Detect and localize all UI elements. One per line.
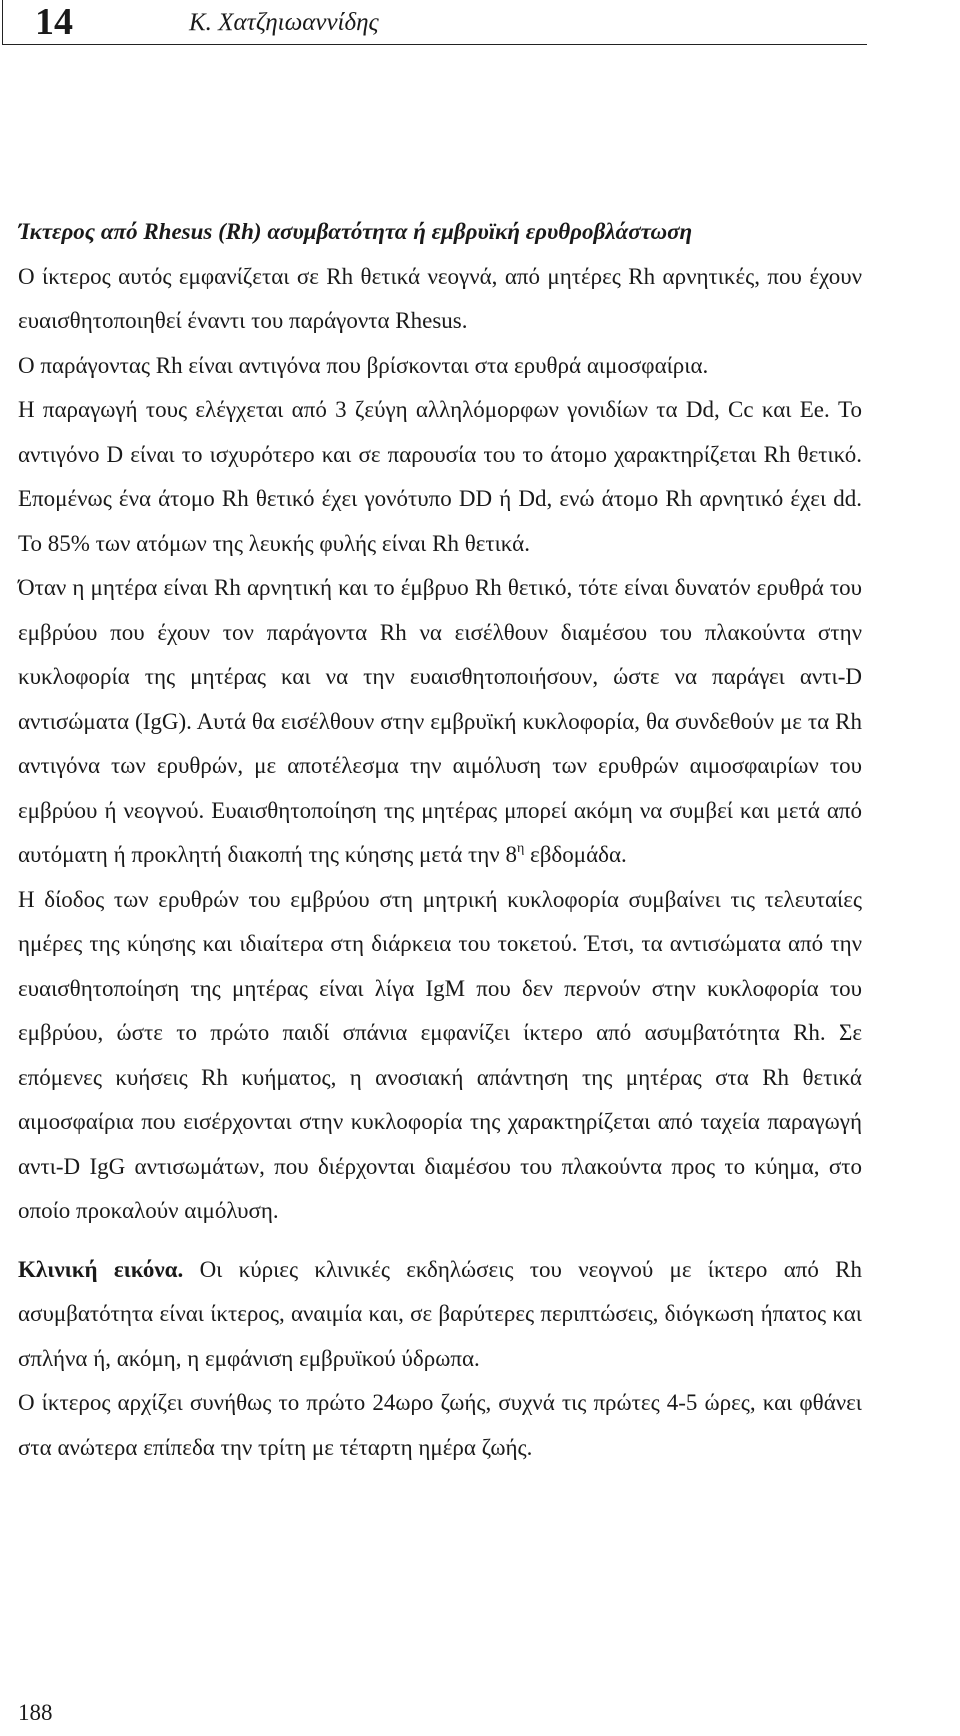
footer-page-number: 188 <box>18 1700 53 1725</box>
section-title: Ίκτερος από Rhesus (Rh) ασυμβατότητα ή εμβρυϊκή ερυθροβλάστωση <box>18 219 693 244</box>
paragraph-onset: Ο ίκτερος αρχίζει συνήθως το πρώτο 24ωρο ζωής, συχνά τις πρώτες 4-5 ώρες, και φθάνει στα ανώτερα επίπεδα την τρίτη με τέταρτη ημέρα ζωής. <box>18 1390 862 1460</box>
document-body <box>18 210 862 1470</box>
paragraph-sensitization-text: Όταν η μητέρα είναι Rh αρνητική και το έμβρυο Rh θετικό, τότε είναι δυνατόν ερυθρά του εμβρύου που έχουν τον παράγοντα Rh να εισέλθουν διαμέσου του πλακούντα στην κυκλοφορία της μητέρας και να την ευαισθητοποιήσουν, ώστε να παράγει αντι-D αντισώματα (IgG). Αυτά θα εισέλθουν στην εμβρυϊκή κυκλοφορία, θα συνδεθούν με τα Rh αντιγόνα των ερυθρών, με αποτέλεσμα την αιμόλυση των ερυθρών αιμοσφαιρίων του εμβρύου ή νεογνού. Ευαισθητοποίηση της μητέρας μπορεί ακόμη να συμβεί και μετά από αυτόματη ή προκλητή διακοπή της κύησης μετά την 8 <box>18 575 862 867</box>
page-number: 14 <box>35 1 73 43</box>
clinical-picture-label: Κλινική εικόνα. <box>18 1256 184 1282</box>
paragraph-genetics: Η παραγωγή τους ελέγχεται από 3 ζεύγη αλληλόμορφων γονιδίων τα Dd, Cc και Ee. Το αντιγόνο D είναι το ισχυρότερο και σε παρουσία του το άτομο χαρακτηρίζεται Rh θετικό. Επομένως ένα άτομο Rh θετικό έχει γονότυπο DD ή Dd, ενώ άτομο Rh αρνητικό έχει dd. Το 85% των ατόμων της λευκής φυλής είναι Rh θετικά. <box>18 397 862 556</box>
paragraph-sensitization <box>18 566 862 878</box>
paragraph-clinical-picture <box>18 1248 862 1382</box>
page-header <box>2 0 867 45</box>
paragraph-sensitization-end: εβδομάδα. <box>524 842 627 867</box>
paragraph-rh-factor: Ο παράγοντας Rh είναι αντιγόνα που βρίσκονται στα ερυθρά αιμοσφαίρια. <box>18 352 709 378</box>
paragraph-intro: Ο ίκτερος αυτός εμφανίζεται σε Rh θετικά νεογνά, από μητέρες Rh αρνητικές, που έχουν ευαισθητοποιηθεί έναντι του παράγοντα Rhesus. <box>18 263 862 333</box>
ordinal-superscript: η <box>516 841 525 856</box>
running-head-author: Κ. Χατζηιωαννίδης <box>189 9 379 36</box>
paragraph-pathophysiology: Η δίοδος των ερυθρών του εμβρύου στη μητρική κυκλοφορία συμβαίνει τις τελευταίες ημέρες της κύησης και ιδιαίτερα στη διάρκεια του τοκετού. Έτσι, τα αντισώματα από την ευαισθητοποίηση της μητέρας είναι λίγα IgM που δεν περνούν στην κυκλοφορία του εμβρύου, ώστε το πρώτο παιδί σπάνια εμφανίζει ίκτερο από ασυμβατότητα Rh. Σε επόμενες κυήσεις Rh κυήματος, η ανοσιακή απάντηση της μητέρας στα Rh θετικά αιμοσφαίρια που εισέρχονται στην κυκλοφορία της χαρακτηρίζεται από ταχεία παραγωγή αντι-D IgG αντισωμάτων, που διέρχονται διαμέσου του πλακούντα προς το κύημα, στο οποίο προκαλούν αιμόλυση. <box>18 886 862 1223</box>
clinical-picture-text: Οι κύριες κλινικές εκδηλώσεις του νεογνού με ίκτερο από Rh ασυμβατότητα είναι ίκτερος, αναιμία και, σε βαρύτερες περιπτώσεις, διόγκωση ήπατος και σπλήνα ή, ακόμη, η εμφάνιση εμβρυϊκού ύδρωπα. <box>18 1256 863 1371</box>
